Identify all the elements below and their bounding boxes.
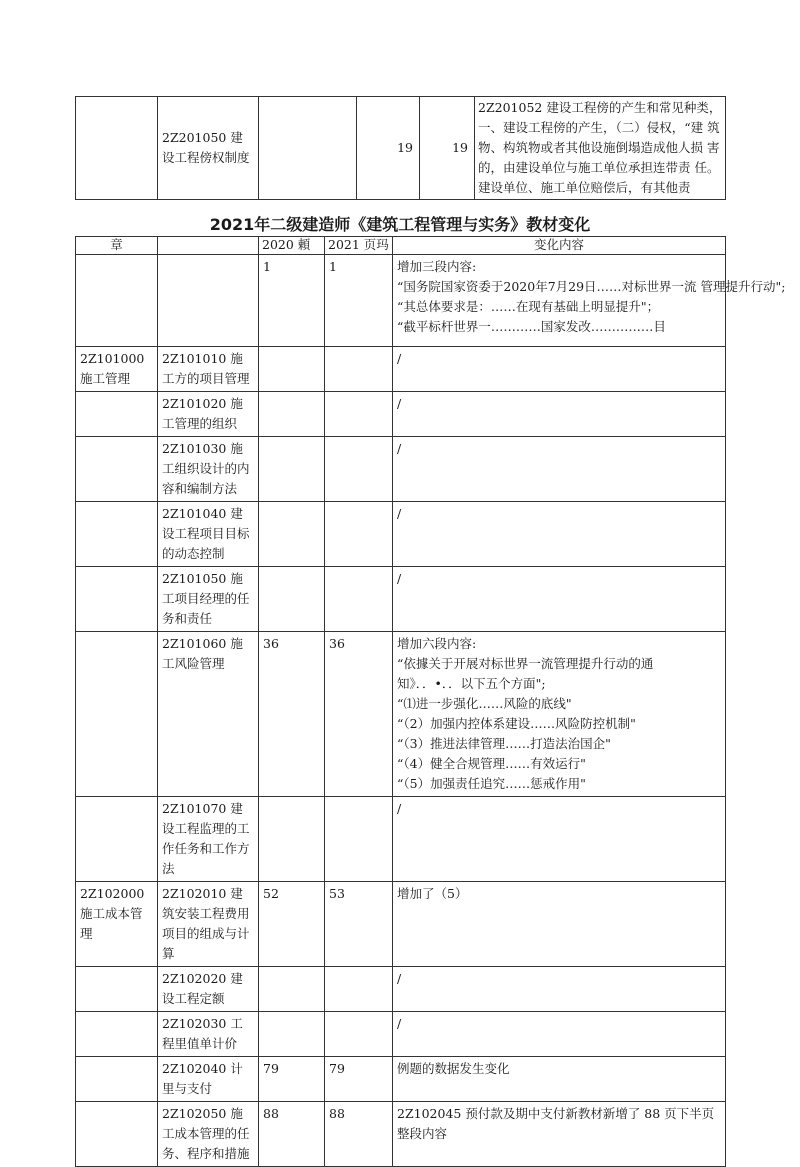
change-content-cell: [393, 347, 726, 392]
section-cell: 2Z102020 建设工程定额: [158, 967, 259, 1012]
change-content-cell: [393, 567, 726, 632]
change-line: “（2）加强内控体系建设……风险防控机制": [397, 716, 636, 731]
page-2020-cell: 1: [259, 255, 325, 347]
change-line: “其总体要求是：……在现有基础上明显提升"；: [397, 299, 660, 314]
page-2021-cell: [325, 437, 393, 502]
change-line: “截平标杆世界一…………国家发改……………目: [397, 319, 666, 334]
change-content-cell: [393, 1102, 726, 1167]
section-cell: 2Z101060 施工风险管理: [158, 632, 259, 797]
header-chapter: 章: [76, 237, 158, 255]
chapter-cell: [76, 1012, 158, 1057]
page-2021-cell: 88: [325, 1102, 393, 1167]
change-content-cell: [393, 1012, 726, 1057]
chapter-cell: 2Z102000 施工成本管理: [76, 882, 158, 967]
table-row: [76, 967, 726, 1012]
cell-empty: [76, 97, 158, 200]
chapter-cell: [76, 392, 158, 437]
change-line: /: [397, 1016, 402, 1031]
section-cell: 2Z101070 建设工程监理的工作任务和工作方法: [158, 797, 259, 882]
page-2020-cell: 52: [259, 882, 325, 967]
change-line: /: [397, 971, 402, 986]
change-content-cell: [393, 882, 726, 967]
section-cell: 2Z102030 工程里值单计价: [158, 1012, 259, 1057]
chapter-cell: [76, 502, 158, 567]
table-row: [76, 255, 726, 347]
cell-empty: [259, 97, 357, 200]
change-content-cell: [393, 255, 786, 347]
top-table: [75, 96, 726, 200]
page-2021-cell: 53: [325, 882, 393, 967]
header-2021: 2021 页玛: [325, 237, 393, 255]
section-cell: 2Z201050 建设工程傍权制度: [158, 97, 259, 200]
page-2021-cell: [325, 392, 393, 437]
table-row: [76, 1057, 726, 1102]
change-content-cell: 2Z201052 建设工程傍的产生和常见种类， 一、建设工程傍的产生，（二）侵权，“建 筑物、构筑物或者其他设施倒塌造成他人损 害的，由建设单位与施工单位承担连带责 任。建设单位、施工单位赔偿后，有其他责: [475, 97, 726, 200]
section-cell: 2Z101010 施工方的项目管理: [158, 347, 259, 392]
table-row: [76, 882, 726, 967]
section-cell: 2Z101040 建设工程项目目标的动态控制: [158, 502, 259, 567]
change-line: /: [397, 801, 402, 816]
page-2020-cell: [259, 502, 325, 567]
page-2020-cell: [259, 797, 325, 882]
page-2020-cell: 88: [259, 1102, 325, 1167]
table-row: [76, 632, 726, 797]
change-content-cell: [393, 967, 726, 1012]
page-2020-cell: [259, 967, 325, 1012]
chapter-cell: [76, 967, 158, 1012]
page-2020-cell: [259, 392, 325, 437]
change-line: 增加六段内容:: [397, 636, 477, 651]
change-line: “国务院国家资委于2020年7月29日……对标世界一流 管理提升行动";: [397, 279, 786, 294]
change-content-cell: [393, 797, 726, 882]
page-2021-cell: [325, 1012, 393, 1057]
page-2020-cell: [259, 347, 325, 392]
section-cell: 2Z102050 施工成本管理的任务、程序和措施: [158, 1102, 259, 1167]
section-cell: [158, 255, 259, 347]
change-line: “（5）加强责任追究……惩戒作用": [397, 776, 586, 791]
change-line: “（3）推进法律管理……打造法治国企": [397, 736, 611, 751]
chapter-cell: [76, 437, 158, 502]
chapter-cell: 2Z101000 施工管理: [76, 347, 158, 392]
change-line: “（4）健全合规管理……有效运行": [397, 756, 586, 771]
change-line: 知》．．•．．以下五个方面";: [397, 676, 546, 691]
table-row: [76, 437, 726, 502]
page-2021-cell: [325, 502, 393, 567]
change-line: /: [397, 441, 402, 456]
change-line: 增加了（5）: [397, 886, 468, 901]
page-2020-cell: 36: [259, 632, 325, 797]
header-section: [158, 237, 259, 255]
change-content-cell: [393, 392, 726, 437]
page-title: 2021年二级建造师《建筑工程管理与实务》教材变化: [209, 215, 591, 234]
page-2020-cell: 79: [259, 1057, 325, 1102]
chapter-cell: [76, 567, 158, 632]
chapter-cell: [76, 255, 158, 347]
page-2021-cell: [325, 797, 393, 882]
change-line: “⑴进一步强化……风险的底线": [397, 696, 572, 711]
table-row: [76, 392, 726, 437]
change-line: 例题的数据发生变化: [397, 1061, 510, 1076]
change-content-cell: [393, 632, 726, 797]
section-cell: 2Z101020 施工管理的组织: [158, 392, 259, 437]
table-row: [76, 797, 726, 882]
table-row: [76, 97, 726, 200]
change-content-cell: [393, 437, 726, 502]
page-2021-cell: 1: [325, 255, 393, 347]
change-line: 增加三段内容:: [397, 259, 477, 274]
page-2021-cell: 36: [325, 632, 393, 797]
section-cell: 2Z102010 建筑安装工程费用项目的组成与计算: [158, 882, 259, 967]
change-line: /: [397, 571, 402, 586]
change-line: /: [397, 351, 402, 366]
chapter-cell: [76, 797, 158, 882]
chapter-cell: [76, 632, 158, 797]
change-line: “依據关于开展对标世界一流管理提升行动的通: [397, 656, 654, 671]
table-row: [76, 1102, 726, 1167]
change-content-cell: [393, 502, 726, 567]
page-2020-cell: [259, 567, 325, 632]
table-header-row: [76, 237, 726, 255]
page-2021-cell: 79: [325, 1057, 393, 1102]
header-change: 变化内容: [393, 237, 726, 255]
section-cell: 2Z102040 计里与支付: [158, 1057, 259, 1102]
section-cell: 2Z101030 施工组织设计的内容和编制方法: [158, 437, 259, 502]
table-row: [76, 1012, 726, 1057]
main-table: [75, 236, 786, 1167]
change-content-cell: [393, 1057, 726, 1102]
page-2021-cell: [325, 567, 393, 632]
table-row: [76, 502, 726, 567]
change-line: 2Z102045 预付款及期中支付新教材新增了 88 页下半页整段内容: [397, 1106, 715, 1141]
chapter-cell: [76, 1102, 158, 1167]
table-row: [76, 567, 726, 632]
page-2020-cell: [259, 437, 325, 502]
change-line: /: [397, 396, 402, 411]
page-2020-cell: 19: [357, 97, 420, 200]
section-cell: 2Z101050 施工项目经理的任务和责任: [158, 567, 259, 632]
change-line: /: [397, 506, 402, 521]
page-2020-cell: [259, 1012, 325, 1057]
chapter-cell: [76, 1057, 158, 1102]
page-2021-cell: [325, 347, 393, 392]
page-2021-cell: 19: [420, 97, 475, 200]
page-2021-cell: [325, 967, 393, 1012]
table-row: [76, 347, 726, 392]
header-2020: 2020 頼: [259, 237, 325, 255]
